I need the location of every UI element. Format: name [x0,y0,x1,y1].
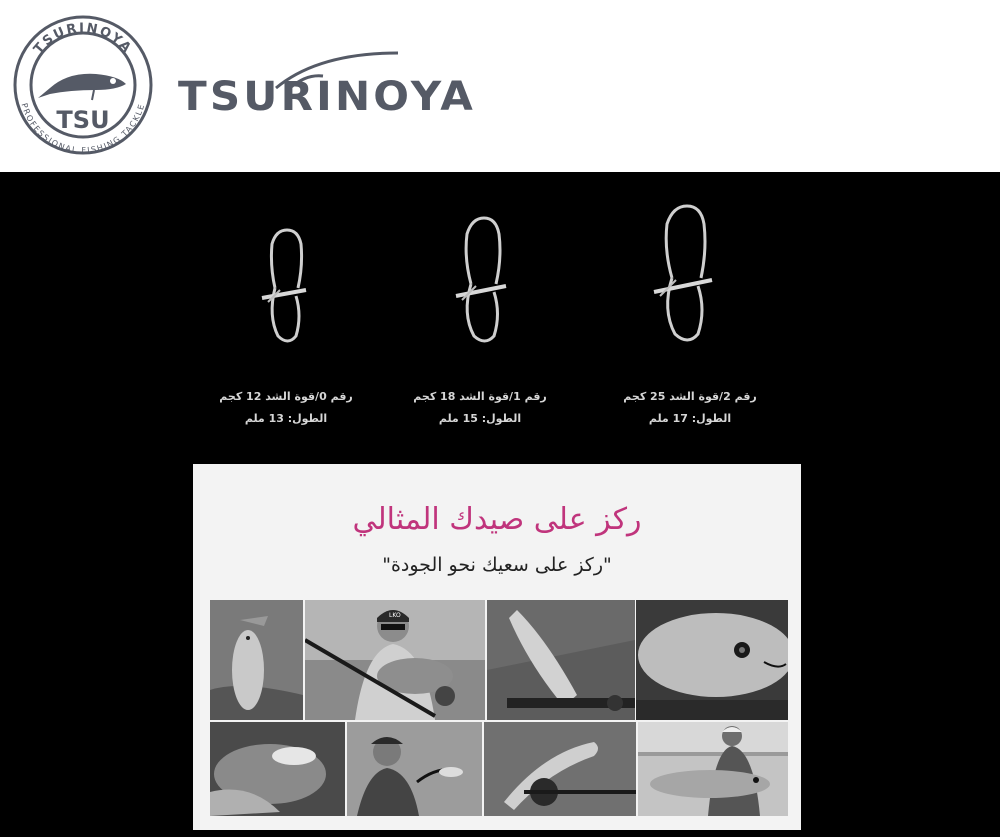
fish-on-ground-photo [487,600,635,720]
fish-with-reel-photo [484,722,636,816]
angler-with-carp-photo [305,600,485,720]
snap-size-1-specs [390,386,570,430]
snap-size-2-image [650,202,714,350]
promo-title: ركز على صيدك المثالي [352,502,642,537]
snap-size-1-strength: رقم 1/قوة الشد 18 كجم [413,390,547,403]
snap-size-2-length: الطول: 17 ملم [648,412,732,425]
promo-panel [193,464,801,830]
promo-tagline: "ركز على سعيك نحو الجودة" [382,554,612,576]
seal-ring-bottom-text: PROFESSIONAL FISHING TACKLE [19,102,147,156]
fish-on-grass-photo [210,600,303,720]
photo-grid [210,600,788,816]
wordmark-text: TSURINOYA [178,74,476,118]
snap-size-1-length: الطول: 15 ملم [438,412,522,425]
seal-mark: TSU [56,106,110,134]
lure-closeup-photo [210,722,345,816]
seal-ring-top-text: TSURINOYA [31,20,135,57]
brand-seal-logo [8,10,158,160]
snap-size-0-specs [196,386,376,430]
snap-size-2-strength: رقم 2/قوة الشد 25 كجم [623,390,757,403]
snap-size-0-strength: رقم 0/قوة الشد 12 كجم [219,390,353,403]
fish-head-closeup-photo [636,600,788,720]
brand-wordmark [178,48,478,118]
snap-size-0-length: الطول: 13 ملم [244,412,328,425]
angler-holding-fish-photo [638,722,788,816]
cap-logo-text: LKO [389,612,401,619]
snap-size-2-specs [600,386,780,430]
header [0,0,1000,172]
angler-with-lure-photo [347,722,482,816]
snap-size-0-image [258,226,308,348]
snap-size-1-image [452,214,508,350]
fish-lure-icon [38,74,126,100]
